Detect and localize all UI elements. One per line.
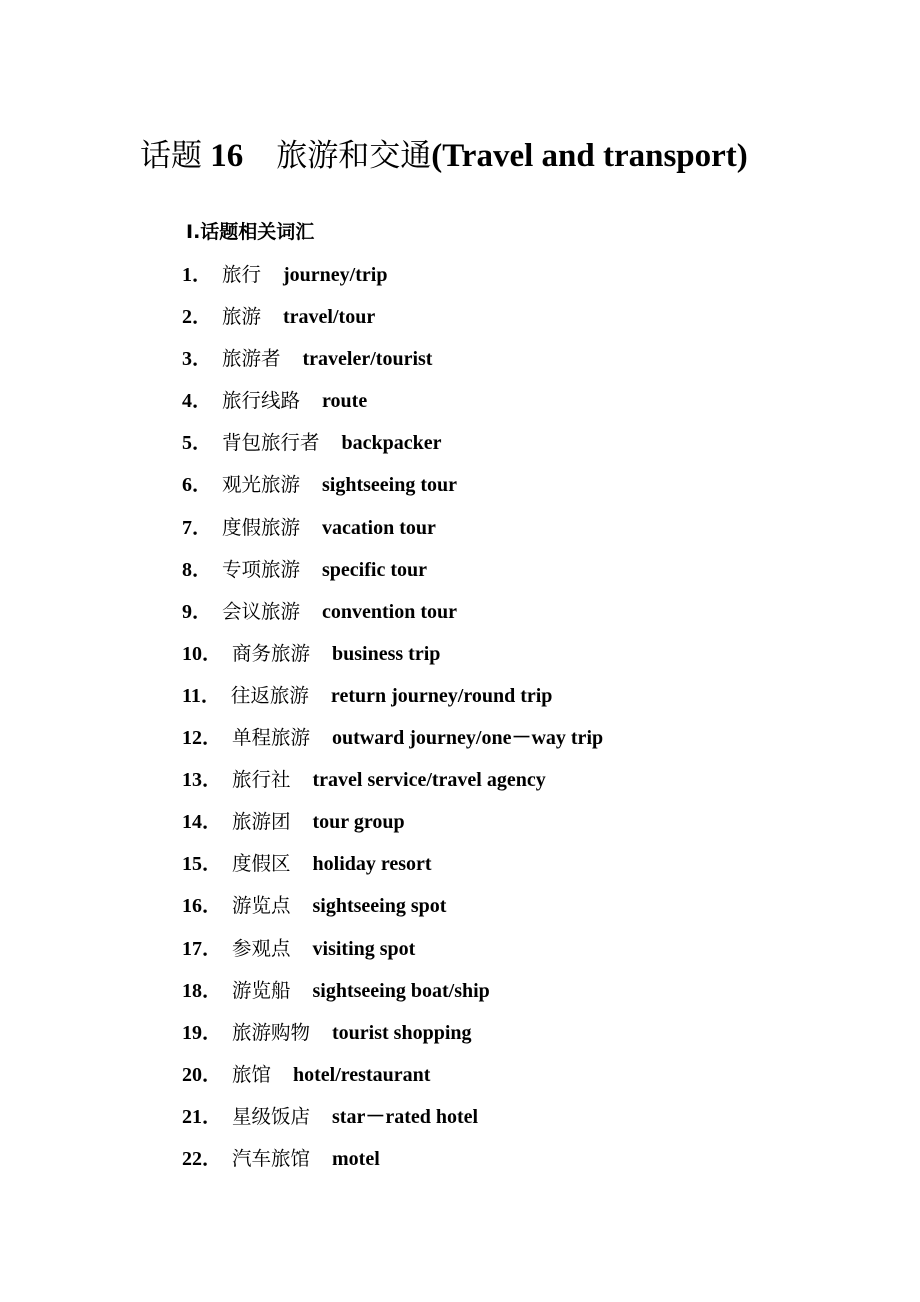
vocab-item: [182, 1145, 603, 1187]
vocab-number: 16．: [182, 895, 222, 918]
vocab-chinese: 度假旅游: [222, 515, 301, 539]
vocab-number: 5．: [182, 432, 212, 455]
vocab-chinese: 游览船: [232, 978, 291, 1002]
vocab-item: [182, 724, 603, 766]
vocab-item: [182, 682, 603, 724]
title-prefix: 话题: [140, 138, 202, 174]
vocab-chinese: 度假区: [232, 852, 291, 876]
vocab-number: 18．: [182, 979, 222, 1002]
vocab-number: 22．: [182, 1147, 222, 1170]
vocab-number: 12．: [182, 727, 222, 750]
vocab-chinese: 往返旅游: [230, 683, 309, 707]
vocab-number: 6．: [182, 474, 212, 497]
vocab-item: [182, 345, 603, 387]
vocab-english: visiting spot: [312, 937, 416, 960]
vocab-english: star－rated hotel: [332, 1105, 479, 1128]
vocab-english: traveler/tourist: [302, 348, 433, 371]
vocab-chinese: 旅馆: [232, 1062, 272, 1086]
vocab-english: sightseeing tour: [322, 474, 458, 497]
vocab-chinese: 观光旅游: [222, 473, 301, 497]
vocab-english: sightseeing spot: [312, 895, 447, 918]
vocab-item: [182, 261, 603, 303]
vocab-english: travel/tour: [283, 306, 376, 329]
vocab-item: [182, 1061, 603, 1103]
vocab-item: [182, 303, 603, 345]
vocab-number: 17．: [182, 937, 222, 960]
vocab-item: [182, 598, 603, 640]
vocab-english: tourist shopping: [332, 1021, 472, 1044]
vocab-number: 21．: [182, 1105, 222, 1128]
vocab-number: 14．: [182, 811, 222, 834]
vocab-item: [182, 935, 603, 977]
vocab-english: tour group: [312, 811, 405, 834]
section-heading: Ⅰ.话题相关词汇: [186, 221, 315, 243]
vocab-number: 2．: [182, 306, 212, 329]
vocab-chinese: 游览点: [232, 894, 291, 918]
vocab-english: travel service/travel agency: [312, 769, 546, 792]
vocab-item: [182, 640, 603, 682]
vocab-number: 13．: [182, 769, 222, 792]
vocab-english: specific tour: [322, 558, 427, 581]
vocab-english: hotel/restaurant: [293, 1063, 431, 1086]
vocab-number: 10．: [182, 642, 222, 665]
title-gap: [243, 138, 276, 174]
title-topic-zh: 旅游和交通: [276, 138, 432, 174]
vocab-english: return journey/round trip: [330, 684, 553, 707]
vocab-english: journey/trip: [283, 264, 388, 286]
vocab-number: 15．: [182, 853, 222, 876]
vocab-item: [182, 556, 603, 598]
vocab-chinese: 商务旅游: [232, 641, 311, 665]
vocab-number: 20．: [182, 1063, 222, 1086]
vocab-english: convention tour: [322, 600, 458, 623]
vocab-chinese: 旅行线路: [222, 389, 301, 413]
vocab-chinese: 星级饭店: [232, 1104, 311, 1128]
vocab-english: holiday resort: [312, 853, 432, 876]
vocab-number: 8．: [182, 558, 212, 581]
vocab-number: 11．: [182, 684, 221, 707]
vocab-chinese: 专项旅游: [222, 557, 301, 581]
vocab-chinese: 汽车旅馆: [232, 1146, 311, 1170]
vocab-chinese: 会议旅游: [222, 599, 301, 623]
vocab-item: [182, 1103, 603, 1145]
vocab-chinese: 旅游购物: [232, 1020, 311, 1044]
vocab-item: [182, 514, 603, 556]
vocab-chinese: 旅游团: [232, 810, 291, 834]
vocab-item: [182, 429, 603, 471]
vocab-english: backpacker: [341, 432, 442, 455]
title-number: 16: [202, 138, 244, 174]
vocab-english: vacation tour: [322, 516, 436, 539]
vocab-chinese: 单程旅游: [232, 726, 311, 750]
vocab-chinese: 旅游者: [222, 347, 281, 371]
page-title: [140, 134, 748, 178]
vocab-item: [182, 387, 603, 429]
vocab-item: [182, 977, 603, 1019]
vocab-item: [182, 892, 603, 934]
vocab-item: [182, 808, 603, 850]
vocab-chinese: 旅行社: [232, 768, 291, 792]
vocab-item: [182, 850, 603, 892]
vocab-number: 3．: [182, 348, 212, 371]
vocab-chinese: 背包旅行者: [222, 431, 320, 455]
vocab-number: 9．: [182, 600, 212, 623]
vocab-english: motel: [332, 1147, 380, 1170]
vocab-item: [182, 471, 603, 513]
title-topic-en: (Travel and transport): [431, 138, 748, 174]
vocab-number: 19．: [182, 1021, 222, 1044]
vocab-number: 1．: [182, 264, 212, 286]
vocab-english: route: [322, 390, 368, 413]
vocab-chinese: 参观点: [232, 936, 291, 960]
vocab-chinese: 旅行: [222, 263, 262, 286]
vocab-number: 4．: [182, 390, 212, 413]
vocab-number: 7．: [182, 516, 212, 539]
vocab-item: [182, 766, 603, 808]
vocab-item: [182, 1019, 603, 1061]
vocab-english: outward journey/one－way trip: [332, 727, 604, 750]
vocab-english: business trip: [332, 642, 441, 665]
vocabulary-list: [182, 261, 603, 1187]
vocab-chinese: 旅游: [222, 305, 262, 329]
vocab-english: sightseeing boat/ship: [312, 979, 490, 1002]
